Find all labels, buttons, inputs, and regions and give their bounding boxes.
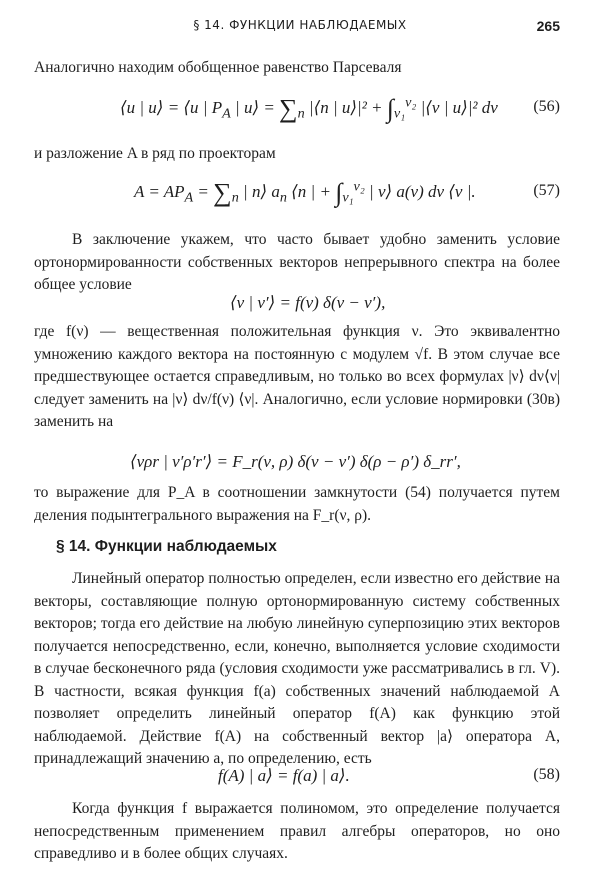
equation-58-number: (58)	[533, 766, 560, 783]
equation-57-formula: $A = AP_A = \sum_n$ | n⟩ $a_n$ ⟨n | + $\int_{\nu_1}^{\nu_2}$ | ν⟩ a(ν) dν ⟨ν |.	[134, 178, 476, 207]
page-header	[0, 18, 600, 42]
equation-normalization-general	[34, 452, 560, 476]
paragraph-parseval-intro: Аналогично находим обобщенное равенство Парсеваля	[34, 59, 402, 76]
section-title: § 14. Функции наблюдаемых	[56, 538, 277, 555]
equation-normalization-formula: ⟨ν | ν′⟩ = f(ν) δ(ν − ν′),	[230, 293, 386, 312]
equation-56-formula: ⟨u | u⟩ = ⟨u | $P_A$ | u⟩ = $\sum_n$ |⟨n | u⟩|² + $\int_{\nu_1}^{\nu_2}$ |⟨ν | u⟩|² dν	[120, 94, 498, 123]
paragraph-linear-operator: Линейный оператор полностью определен, если известно его действие на векторы, составляющие полную ортонормированную систему собственных векторов; тогда его действие на любую линейную суперпозицию этих векторов получается непосредственно, если, конечно, выполняется условие сходимости в случае бесконечного ряда (условия сходимости уже рассматривались в гл. V). В частности, всякая функция f(a) собственных значений наблюдаемой A позволяет определить линейный оператор f(A) как функцию этой наблюдаемой. Действие f(A) на собственный вектор |a⟩ оператора A, принадлежащий значению a, по определению, есть	[34, 570, 560, 767]
page-number: 265	[536, 18, 560, 34]
equation-normalization	[34, 293, 560, 317]
equation-56	[34, 86, 560, 138]
equation-57	[34, 168, 560, 220]
equation-56-number: (56)	[533, 98, 560, 115]
equation-normalization-general-formula: ⟨νρr | ν′ρ′r′⟩ = F_r(ν, ρ) δ(ν − ν′) δ(ρ − ρ′) δ_rr′,	[130, 452, 461, 471]
paragraph-polynomial-case: Когда функция f выражается полиномом, это определение получается непосредственным применением правил алгебры операторов, но оно справедливо и в более общих случаях.	[34, 800, 560, 862]
paragraph-closure-relation: то выражение для P_A в соотношении замкнутости (54) получается путем деления подынтегрального выражения на F_r(ν, ρ).	[34, 484, 560, 524]
paragraph-projector-intro: и разложение A в ряд по проекторам	[34, 145, 276, 162]
equation-58-formula: f(A) | a⟩ = f(a) | a⟩.	[218, 766, 350, 785]
equation-57-number: (57)	[533, 182, 560, 199]
paragraph-normalization-intro: В заключение укажем, что часто бывает удобно заменить условие ортонормированности собственных векторов непрерывного спектра на более общее условие	[34, 231, 560, 293]
running-head: § 14. ФУНКЦИИ НАБЛЮДАЕМЫХ	[193, 18, 407, 32]
paragraph-weight-function: где f(ν) — вещественная положительная функция ν. Это эквивалентно умножению каждого вектора на постоянную с модулем √f. В этом случае все предшествующее остается справедливым, но только во всех формулах |ν⟩ dν⟨ν| следует заменить на |ν⟩ dν/f(ν) ⟨ν|. Аналогично, если условие нормировки (30в) заменить на	[34, 323, 560, 430]
equation-58	[34, 766, 560, 790]
